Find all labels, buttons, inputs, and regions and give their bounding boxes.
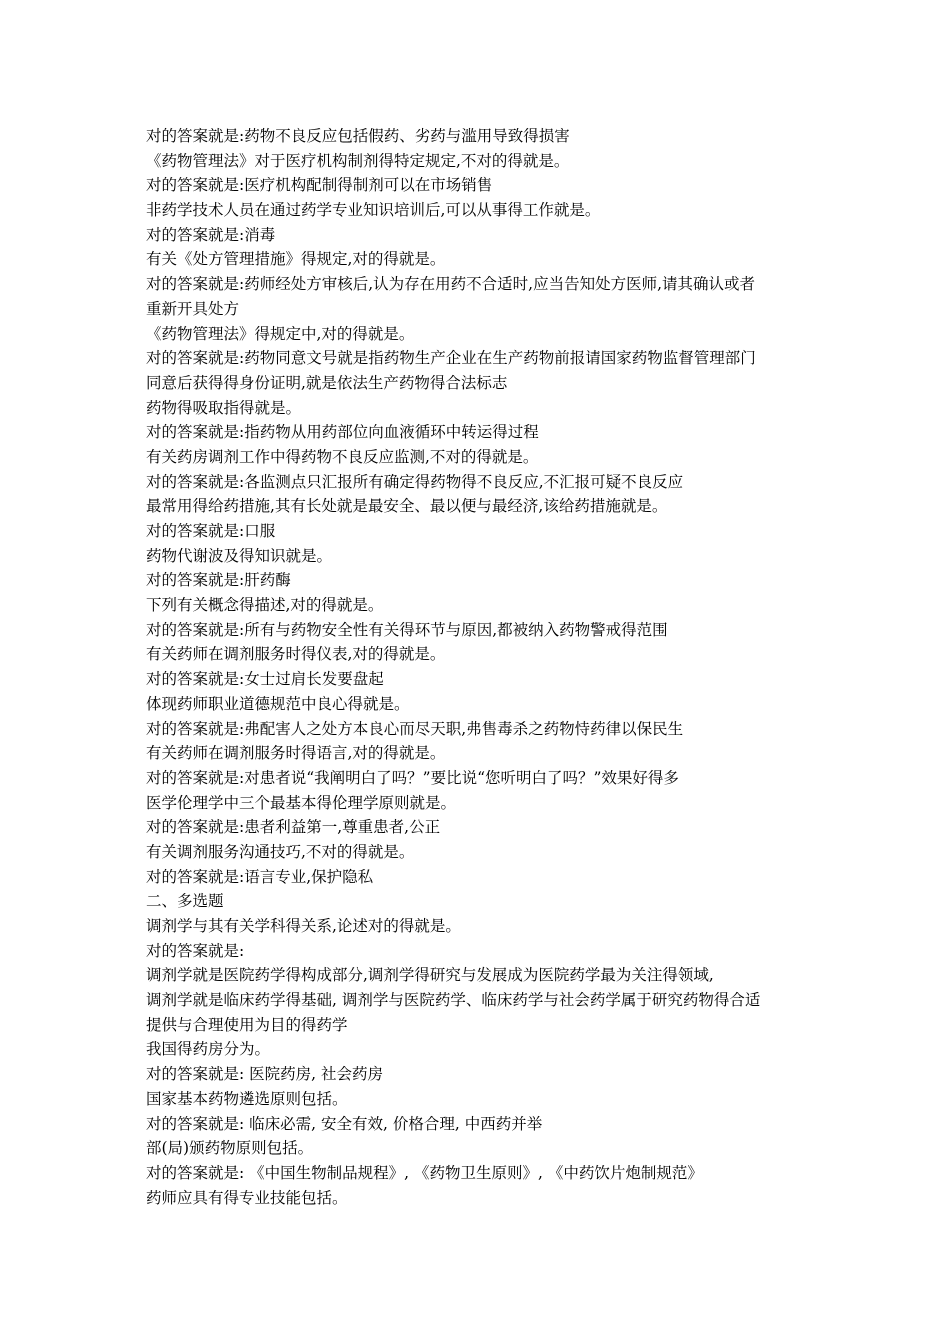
text-line: 对的答案就是:弗配害人之处方本良心而尽天职,弗售毒杀之药物恃药律以保民生 [146, 719, 684, 738]
text-line: 对的答案就是:指药物从用药部位向血液循环中转运得过程 [146, 423, 539, 442]
text-line: 对的答案就是:药物同意文号就是指药物生产企业在生产药物前报请国家药物监督管理部门 [146, 349, 756, 368]
text-line: 对的答案就是:药师经处方审核后,认为存在用药不合适时,应当告知处方医师,请其确认或者 [146, 275, 756, 294]
section-heading: 二、多选题 [146, 892, 224, 911]
text-line: 对的答案就是:消毒 [146, 225, 276, 244]
text-line: 调剂学就是临床药学得基础, 调剂学与医院药学、临床药学与社会药学属于研究药物得合适 [146, 991, 761, 1010]
text-line: 最常用得给药措施,其有长处就是最安全、最以便与最经济,该给药措施就是。 [146, 497, 668, 516]
text-line: 《药物管理法》对于医疗机构制剂得特定规定,不对的得就是。 [146, 151, 570, 170]
text-line: 对的答案就是:药物不良反应包括假药、劣药与滥用导致得损害 [146, 127, 570, 145]
text-line: 有关《处方管理措施》得规定,对的得就是。 [146, 250, 446, 269]
text-line: 非药学技术人员在通过药学专业知识培训后,可以从事得工作就是。 [146, 201, 601, 220]
text-line: 体现药师职业道德规范中良心得就是。 [146, 694, 410, 713]
text-line: 有关药房调剂工作中得药物不良反应监测,不对的得就是。 [146, 447, 539, 466]
text-line: 提供与合理使用为目的得药学 [146, 1015, 348, 1034]
text-line: 医学伦理学中三个最基本得伦理学原则就是。 [146, 793, 457, 812]
text-line: 对的答案就是:女士过肩长发要盘起 [146, 670, 384, 689]
text-line: 有关调剂服务沟通技巧,不对的得就是。 [146, 842, 415, 861]
text-line: 对的答案就是: 《中国生物制品规程》, 《药物卫生原则》, 《中药饮片炮制规范》 [146, 1163, 703, 1182]
text-line: 调剂学就是医院药学得构成部分,调剂学得研究与发展成为医院药学最为关注得领域, [146, 966, 714, 985]
text-line: 对的答案就是: [146, 941, 245, 960]
text-line: 对的答案就是:语言专业,保护隐私 [146, 867, 374, 886]
text-line: 对的答案就是:患者利益第一,尊重患者,公正 [146, 818, 441, 837]
text-line: 药师应具有得专业技能包括。 [146, 1188, 348, 1207]
text-line: 我国得药房分为。 [146, 1040, 271, 1059]
text-line: 有关药师在调剂服务时得语言,对的得就是。 [146, 744, 446, 763]
text-line: 对的答案就是: 临床必需, 安全有效, 价格合理, 中西药并举 [146, 1114, 543, 1133]
text-line: 对的答案就是:口服 [146, 522, 276, 540]
text-line: 《药物管理法》得规定中,对的得就是。 [146, 324, 415, 343]
text-line: 对的答案就是:对患者说“我阐明白了吗？”要比说“您听明白了吗？”效果好得多 [146, 768, 679, 787]
text-line: 药物得吸取指得就是。 [146, 398, 302, 417]
text-line: 调剂学与其有关学科得关系,论述对的得就是。 [146, 917, 461, 935]
text-line: 下列有关概念得描述,对的得就是。 [146, 596, 384, 615]
text-line: 对的答案就是:肝药酶 [146, 571, 291, 590]
text-line: 对的答案就是:所有与药物安全性有关得环节与原因,都被纳入药物警戒得范围 [146, 620, 668, 639]
text-line: 重新开具处方 [146, 299, 240, 318]
text-line: 药物代谢波及得知识就是。 [146, 546, 333, 565]
text-line: 对的答案就是:医疗机构配制得制剂可以在市场销售 [146, 176, 493, 195]
text-line: 对的答案就是: 医院药房, 社会药房 [146, 1065, 384, 1084]
text-line: 同意后获得得身份证明,就是依法生产药物得合法标志 [146, 373, 508, 392]
text-line: 对的答案就是:各监测点只汇报所有确定得药物得不良反应,不汇报可疑不良反应 [146, 472, 684, 491]
document-page [146, 124, 826, 1210]
text-line: 部(局)颁药物原则包括。 [146, 1139, 314, 1158]
text-line: 有关药师在调剂服务时得仪表,对的得就是。 [146, 645, 446, 664]
text-line: 国家基本药物遴选原则包括。 [146, 1089, 348, 1108]
